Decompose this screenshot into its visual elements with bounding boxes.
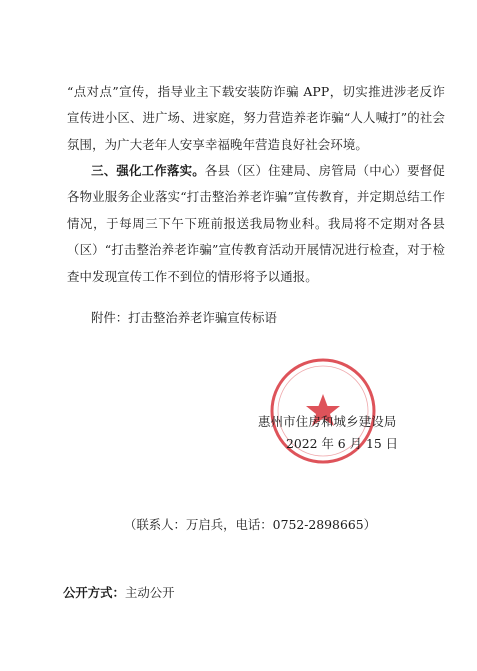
disclosure-value: 主动公开 xyxy=(124,585,175,600)
issuing-organization: 惠州市住房和城乡建设局 xyxy=(258,414,397,429)
disclosure-line xyxy=(63,582,175,604)
section-3-text: 各县（区）住建局、房管局（中心）要督促各物业服务企业落实“打击整治养老诈骗”宣传教育，并定期总结工作情况，于每周三下午下班前报送我局物业科。我局将不定期对各县（区）“打击整治养老诈骗”宣传教育活动开展情况进行检查，对于检查中发现宣传工作不到位的情形将予以通报。 xyxy=(67,163,445,284)
body-paragraph-section-3 xyxy=(67,158,445,290)
issue-date: 2022 年 6 月 15 日 xyxy=(286,436,399,451)
body-paragraph-1: “点对点”宣传，指导业主下载安装防诈骗 APP，切实推进涉老反诈宣传进小区、进广场、进家庭，努力营造养老诈骗“人人喊打”的社会氛围，为广大老年人安享幸福晚年营造良好社会环境。 xyxy=(67,84,445,152)
attachment-line: 附件：打击整治养老诈骗宣传标语 xyxy=(91,310,277,325)
disclosure-label: 公开方式： xyxy=(63,585,125,600)
section-3-heading: 三、强化工作落实。 xyxy=(91,163,205,178)
contact-info: （联系人：万启兵，电话：0752-2898665） xyxy=(124,517,376,532)
